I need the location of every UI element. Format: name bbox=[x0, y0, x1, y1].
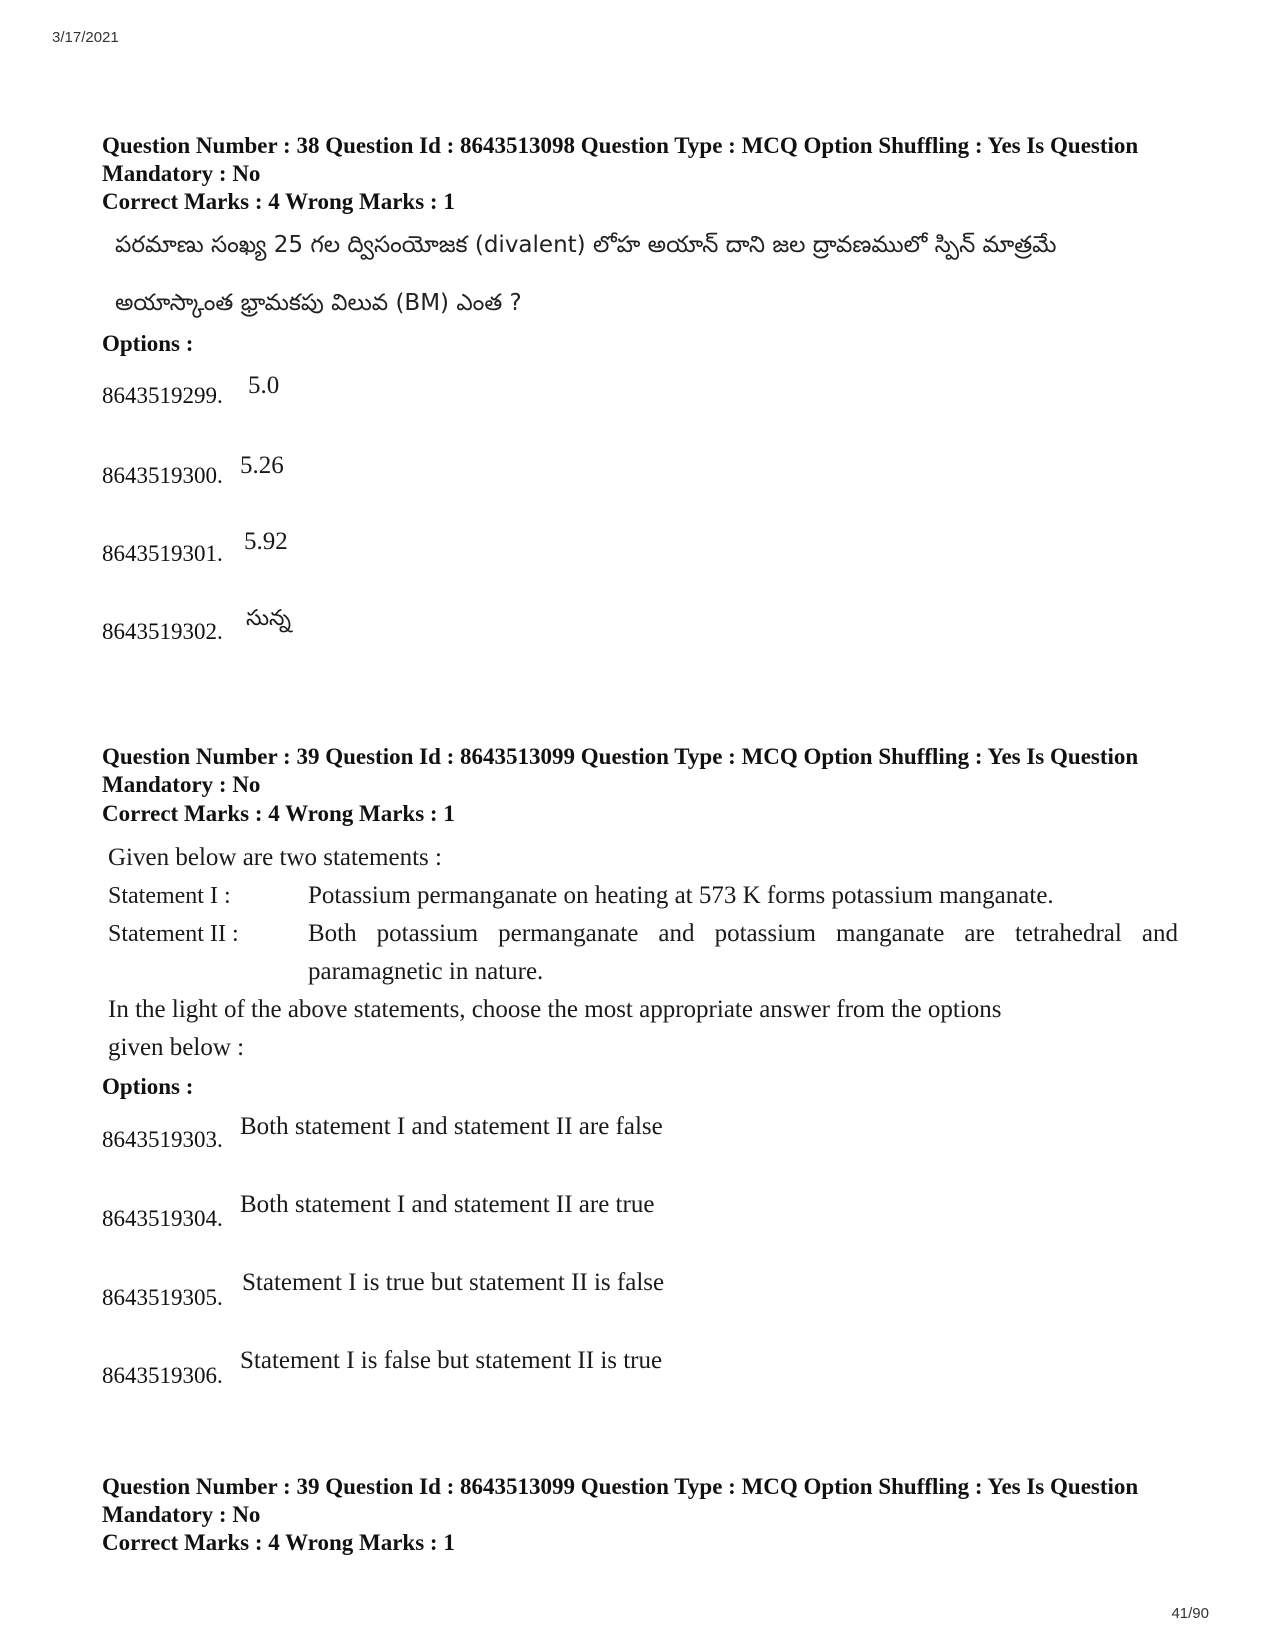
question-39-meta: Question Number : 39 Question Id : 8643513099 Question Type : MCQ Option Shuffling : Yes Is Question Mandatory : No bbox=[102, 744, 1139, 797]
question-39-marks: Correct Marks : 4 Wrong Marks : 1 bbox=[102, 801, 455, 826]
option-id: 8643519302. bbox=[102, 619, 223, 644]
option-id: 8643519303. bbox=[102, 1127, 223, 1152]
option-text: 5.92 bbox=[244, 528, 288, 555]
option-text: Statement I is true but statement II is false bbox=[242, 1269, 665, 1296]
question-38-text-line-2: అయాస్కాంత భ్రామకపు విలువ (BM) ఎంత ? bbox=[115, 290, 522, 316]
option-id: 8643519305. bbox=[102, 1285, 223, 1310]
option-text: 5.26 bbox=[240, 452, 284, 479]
question-39-closing-line-2: given below : bbox=[108, 1034, 245, 1061]
question-39b-marks: Correct Marks : 4 Wrong Marks : 1 bbox=[102, 1530, 455, 1555]
statement-1-label: Statement I : bbox=[108, 883, 231, 909]
option-id: 8643519300. bbox=[102, 463, 223, 488]
option-id: 8643519301. bbox=[102, 541, 223, 566]
question-39-intro: Given below are two statements : bbox=[108, 844, 442, 871]
option-text: Both statement I and statement II are false bbox=[240, 1113, 663, 1140]
question-38-meta: Question Number : 38 Question Id : 8643513098 Question Type : MCQ Option Shuffling : Yes Is Question Mandatory : No bbox=[102, 133, 1139, 186]
print-date: 3/17/2021 bbox=[52, 29, 119, 46]
question-39b-meta: Question Number : 39 Question Id : 8643513099 Question Type : MCQ Option Shuffling : Yes Is Question Mandatory : No bbox=[102, 1474, 1139, 1527]
question-39-options-label: Options : bbox=[102, 1074, 194, 1099]
question-39-closing-line-1: In the light of the above statements, choose the most appropriate answer from the options bbox=[108, 996, 1002, 1023]
option-id: 8643519306. bbox=[102, 1363, 223, 1388]
statement-1-text: Potassium permanganate on heating at 573 K forms potassium manganate. bbox=[308, 882, 1054, 909]
question-38-marks: Correct Marks : 4 Wrong Marks : 1 bbox=[102, 189, 455, 214]
option-text: 5.0 bbox=[248, 372, 280, 399]
question-38-options-label: Options : bbox=[102, 331, 194, 356]
option-text: సున్న bbox=[246, 606, 292, 631]
question-38-text-line-1: పరమాణు సంఖ్య 25 గల ద్విసంయోజక (divalent) లోహ అయాన్ దాని జల ద్రావణములో స్పిన్ మాత్రమే bbox=[115, 232, 1057, 258]
statement-2-label: Statement II : bbox=[108, 921, 239, 947]
option-text: Both statement I and statement II are true bbox=[240, 1191, 655, 1218]
page-number: 41/90 bbox=[1171, 1605, 1209, 1622]
option-id: 8643519304. bbox=[102, 1206, 223, 1231]
option-id: 8643519299. bbox=[102, 383, 223, 408]
option-text: Statement I is false but statement II is true bbox=[240, 1347, 663, 1374]
statement-2-text: Both potassium permanganate and potassium manganate are tetrahedral and paramagnetic in nature. bbox=[308, 920, 1178, 985]
